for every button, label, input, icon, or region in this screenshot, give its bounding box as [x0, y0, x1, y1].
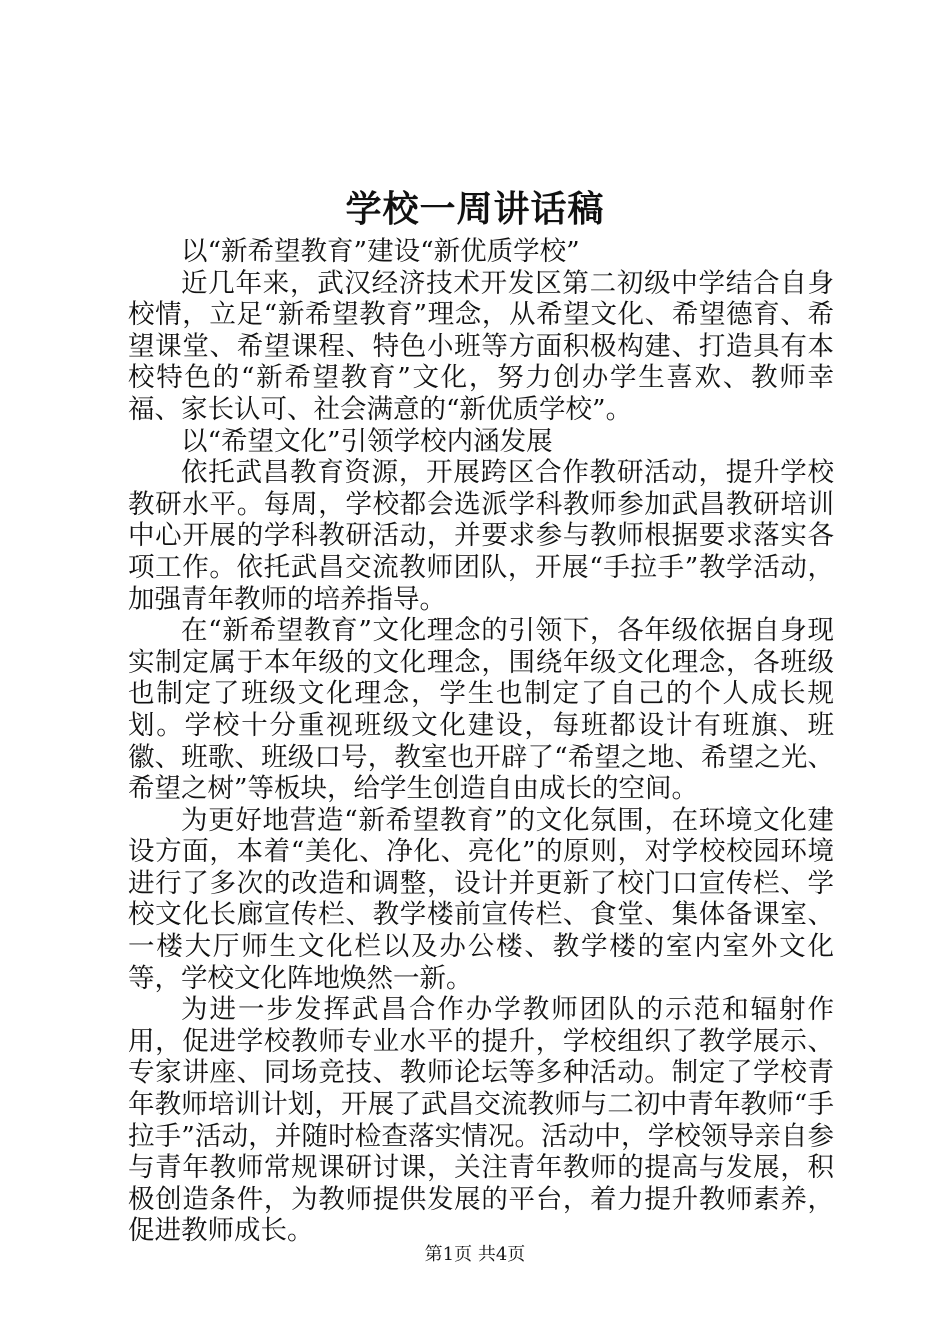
paragraph-subheading-2: 以“希望文化”引领学校内涵发展 — [181, 425, 553, 457]
paragraph-teaching-research: 依托武昌教育资源，开展跨区合作教研活动，提升学校教研水平。每周，学校都会选派学科教师参加武昌教研培训中心开展的学科教研活动，并要求参与教师根据要求落实各项工作。依托武昌交流教师团队，开展“手拉手”教学活动，加强青年教师的培养指导。 — [128, 457, 834, 615]
page-number-footer: 第1页 共4页 — [424, 1244, 526, 1265]
paragraph-subheading-1: 以“新希望教育”建设“新优质学校” — [181, 236, 580, 267]
paragraph-teacher-development: 为进一步发挥武昌合作办学教师团队的示范和辐射作用，促进学校教师专业水平的提升，学校组织了教学展示、专家讲座、同场竞技、教师论坛等多种活动。制定了学校青年教师培训计划，开展了武昌交流教师与二初中青年教师“手拉手”活动，并随时检查落实情况。活动中，学校领导亲自参与青年教师常规课研讨课，关注青年教师的提高与发展，积极创造条件，为教师提供发展的平台，着力提升教师素养，促进教师成长。 — [128, 994, 834, 1247]
paragraph-intro: 近几年来，武汉经济技术开发区第二初级中学结合自身校情，立足“新希望教育”理念，从希望文化、希望德育、希望课堂、希望课程、特色小班等方面积极构建、打造具有本校特色的“新希望教育”文化，努力创办学生喜欢、教师幸福、家长认可、社会满意的“新优质学校”。 — [128, 267, 834, 425]
paragraph-environment-culture: 为更好地营造“新希望教育”的文化氛围，在环境文化建设方面，本着“美化、净化、亮化”的原则，对学校校园环境进行了多次的改造和调整，设计并更新了校门口宣传栏、学校文化长廊宣传栏、教学楼前宣传栏、食堂、集体备课室、一楼大厅师生文化栏以及办公楼、教学楼的室内室外文化等，学校文化阵地焕然一新。 — [128, 804, 834, 994]
paragraph-class-culture: 在“新希望教育”文化理念的引领下，各年级依据自身现实制定属于本年级的文化理念，围绕年级文化理念，各班级也制定了班级文化理念，学生也制定了自己的个人成长规划。学校十分重视班级文化建设，每班都设计有班旗、班徽、班歌、班级口号，教室也开辟了“希望之地、希望之光、希望之树”等板块，给学生创造自由成长的空间。 — [128, 615, 834, 805]
document-title: 学校一周讲话稿 — [345, 188, 605, 230]
document-body — [128, 236, 834, 1247]
